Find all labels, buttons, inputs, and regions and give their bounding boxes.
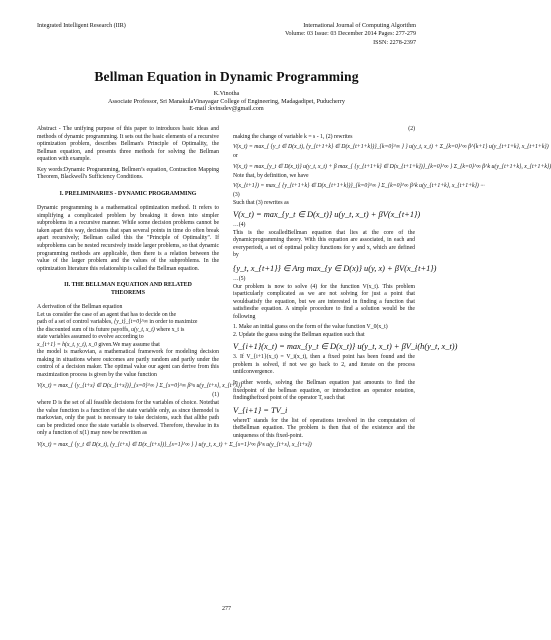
journal-issn: ISSN: 2278-2397 xyxy=(373,39,416,46)
running-header-right xyxy=(285,22,416,47)
operator-paragraph: whereT stands for the list of operations involved in the computation of theBellman equation. The problem is then that of the existence and the uniqueness of this fixed-point. xyxy=(233,417,415,439)
abstract: Abstract - The unifying purpose of this paper to introduces basic ideas and methods of dynamic programming. It sets out the basic elements of a recursive optimization problem, describes Bellman's Principle of Optimality, the Bellman equation, and presents three methods for solving the Bellman equation with example. xyxy=(37,126,219,163)
equation-3-number: (3) xyxy=(233,192,240,199)
paper-title: Bellman Equation in Dynamic Programming xyxy=(94,69,359,84)
transition-tail: given.We may assume that xyxy=(98,341,160,348)
page-number: 277 xyxy=(222,606,231,612)
or-text: or xyxy=(233,153,238,160)
journal-name: International Journal of Computing Algorithm xyxy=(303,23,416,29)
section-heading-1: I. PRELIMINARIES - DYNAMIC PROGRAMMING xyxy=(59,190,197,197)
title-block xyxy=(0,69,453,113)
markovian-paragraph: the model is markovian, a mathematical framework for modeling decision making in situations where outcomes are partly random and partly under the control of a decision maker. The optimal value our agent can derive from this maximization process is given by the value function xyxy=(37,349,219,378)
publisher-name: Integrated Intelligent Research (IIR) xyxy=(37,23,126,29)
payoff-line xyxy=(37,327,219,335)
step-2: 2. Update the guess using the Bellman equation such that xyxy=(233,331,365,338)
equation-2-number: (2) xyxy=(408,126,415,132)
paragraph-dynamic-programming: Dynamic programming is a mathematical optimization method. It refers to simplifying a complicated problem by breaking it down into simpler subproblems in a recursive manner. While some decision problems cannot be taken apart this way, decisions that span several points in time do often break apart recursively; Bellman called this the "Principle of Optimality". If subproblems can be nested recursively inside larger problems, so that dynamic programming methods are applicable, then there is a relation between the value of the larger problem and the values of the subproblems. In the optimization literature this relationship is called the Bellman equation. xyxy=(37,205,219,272)
equation-2b: V(x_t) = max_{y_t ∈ D(x_t)} u(y_t, x_t) + β max_{ {y_{t+1+k} ∈ D(x_{t+1+k})}_{k=0}^∞ } Σ_{k=0}^∞ β^k u(y_{t+1+k}, x_{t+1+k}) xyxy=(233,163,551,170)
control-variables-line xyxy=(37,319,219,327)
section-heading-2-line-1: II. THE BELLMAN EQUATION AND RELATED xyxy=(64,282,192,289)
payoff-text: the discounted sum of its future payoffs, xyxy=(37,326,130,333)
payoff-formula: u(y_t, x_t) xyxy=(131,326,155,333)
running-header-left xyxy=(37,22,126,30)
equation-2a: V(x_t) = max_{ {y_t ∈ D(x_t), {y_{t+1+k} ∈ D(x_{t+1+k})}_{k=0}^∞ } } u(y_t, x_t) + Σ_{k=0}^∞ β^{k+1} u(y_{t+1+k}, x_{t+1+k}) xyxy=(233,144,549,151)
author-email: E-mail :kvinsdev@gmail.com xyxy=(189,105,264,113)
value-iteration-equation: V_{i+1}(x_t) = max_{y_t ∈ D(x_t)} u(y_t, x_t) + βV_i(h(y_t, x_t)) xyxy=(233,342,458,352)
change-of-variable-text: making the change of variable k = s - 1, (2) rewrites xyxy=(233,133,353,140)
equation-1b: V(x_t) = max_{ {y_t ∈ D(x_t), {y_{t+s} ∈ D(x_{t+s})}_{s=1}^∞ } } u(y_t, x_t) + Σ_{s=1}^∞ β^s u(y_{t+s}, x_{t+s}) xyxy=(37,441,312,448)
state-evolution-text: state variables assumed to evolve according to xyxy=(37,334,144,341)
section-heading-2-line-2: THEOREMS xyxy=(110,289,146,296)
step-3: 3. If V_{i+1}(x_t) = V_i(x_t), then a fixed point has been found and the problem is solved, if not we go back to 2, and iterate on the process untilconvergence. xyxy=(233,354,415,376)
equation-3: V(x_{t+1}) = max_{ {y_{t+1+k} ∈ D(x_{t+1+k})}_{k=0}^∞ } Σ_{k=0}^∞ β^k u(y_{t+1+k}, x_{t+1+k}) ··· xyxy=(233,183,485,190)
section-heading-2 xyxy=(37,282,219,297)
right-column xyxy=(233,126,551,443)
fixed-point-paragraph: In other words, solving the Bellman equation just amounts to find the fixedpoint of the bellman equation, or introduction an operator notation, findingthefixed point of the operator T, such that xyxy=(233,380,415,402)
transition-formula: x_{t+1} = h(x_t, y_t), x_0 xyxy=(37,341,97,348)
policy-function-equation: {y_t, x_{t+1}} ∈ Arg max_{y ∈ D(x)} u(y, x) + βV(x_{t+1}) xyxy=(233,264,437,274)
bellman-paragraph: This is the socalledBellman equation that lies at the core of the dynamicprogramming theory. With this equation are associated, in each and everyperiodt, a set of optimal policy functions for y and x, which are defined by xyxy=(233,229,415,259)
value-function-paragraph: where D is the set of all feasible decisions for the variables of choice. Notethat the value function is a function of the state variable only, as since themodel is markovian, only the past is necessary to take decisions, such that allthe path can be predicted once the state variable is observed. Therefore, thevalue in its only a function of x(1) may now be rewritten as xyxy=(37,399,219,437)
equation-1-number: (1) xyxy=(212,392,219,399)
author-affiliation: Associate Professor, Sri ManakulaVinayagar College of Engineering, Madagadipet, Puducherry xyxy=(107,97,345,105)
rewrite-note: Such that (3) rewrites as xyxy=(233,199,289,206)
equation-1: V(x_t) = max_{ {y_{t+s} ∈ D(x_{t+s})}_{s=0}^∞ } Σ_{s=0}^∞ β^s u(y_{t+s}, x_{t+s}) xyxy=(37,383,242,390)
problem-paragraph: Our problem is now to solve (4) for the function V(x_t). This problem isparticularly complicated as we are not solving for just a point that wouldsatisfy the equation, but we are interested in finding a function that satisfiesthe equation. A simple procedure to find a solution would be the following xyxy=(233,283,415,320)
derivation-intro: A derivation of the Bellman equation xyxy=(37,303,123,310)
equation-5-number: …(5) xyxy=(233,276,246,283)
control-path-formula: {y_t}_{t=0}^∞ xyxy=(113,319,148,326)
bellman-equation: V(x_t) = max_{y_t ∈ D(x_t)} u(y_t, x_t) + βV(x_{t+1}) xyxy=(233,210,421,220)
control-variables-text: path of a set of control variables, xyxy=(37,319,113,326)
control-variables-tail: in order to maximize xyxy=(149,319,198,326)
agent-sentence: Let us consider the case of an agent that has to decide on the xyxy=(37,311,177,318)
equation-4-number: …(4) xyxy=(233,222,246,229)
step-1: 1. Make an initial guess on the form of the value function V_0(x_t) xyxy=(233,324,388,331)
journal-volume: Volume: 03 Issue: 03 December 2014 Pages: 277-279 xyxy=(284,31,416,38)
payoff-tail: where x_t is xyxy=(156,326,185,333)
author-name: K.Vinotha xyxy=(213,90,240,97)
keywords: Key words:Dynamic Programming, Bellmen’s equation, Contraction Mapping Theorem, Blackwell's Sufficiency Conditions. xyxy=(37,166,219,181)
author-block xyxy=(0,90,453,113)
definition-note: Note that, by definition, we have xyxy=(233,172,309,179)
operator-equation: V_{i+1} = TV_i xyxy=(233,405,288,415)
